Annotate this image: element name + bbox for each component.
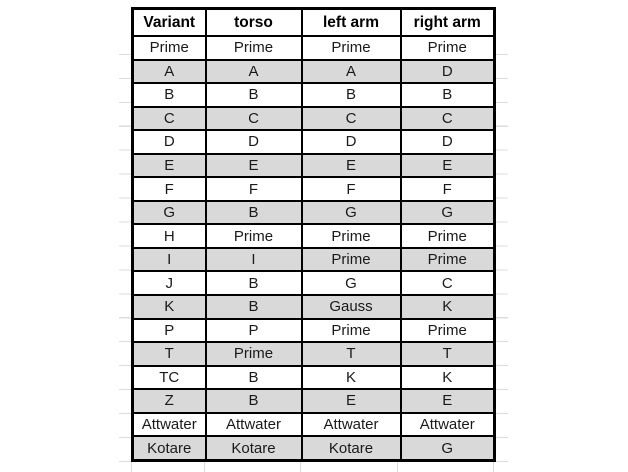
gridline-tick bbox=[493, 462, 494, 472]
table-cell: Prime bbox=[206, 224, 302, 248]
table-cell: Attwater bbox=[133, 413, 206, 437]
table-cell: TC bbox=[133, 366, 206, 390]
table-row bbox=[133, 201, 495, 225]
table-cell: Prime bbox=[401, 248, 495, 272]
table-cell: H bbox=[133, 224, 206, 248]
table-cell: G bbox=[401, 201, 495, 225]
table-cell: B bbox=[133, 83, 206, 107]
table-cell: Kotare bbox=[206, 436, 302, 460]
table-row bbox=[133, 130, 495, 154]
table-cell: A bbox=[206, 60, 302, 84]
table-cell: B bbox=[206, 366, 302, 390]
table-cell: T bbox=[401, 342, 495, 366]
table-cell: E bbox=[302, 389, 401, 413]
table-cell: E bbox=[401, 154, 495, 178]
table-cell: K bbox=[302, 366, 401, 390]
table-cell: D bbox=[401, 60, 495, 84]
table-cell: Z bbox=[133, 389, 206, 413]
table-cell: B bbox=[206, 389, 302, 413]
table-header bbox=[133, 9, 495, 37]
table-cell: B bbox=[206, 201, 302, 225]
gridline-strip-left bbox=[119, 31, 131, 463]
gridline-tick bbox=[397, 462, 398, 472]
table-cell: Prime bbox=[302, 248, 401, 272]
table-cell: A bbox=[302, 60, 401, 84]
table-row bbox=[133, 436, 495, 460]
table-cell: C bbox=[133, 107, 206, 131]
table-cell: E bbox=[302, 154, 401, 178]
table-cell: A bbox=[133, 60, 206, 84]
table-cell: Prime bbox=[401, 36, 495, 60]
table-row bbox=[133, 271, 495, 295]
table-cell: Prime bbox=[401, 224, 495, 248]
table-cell: P bbox=[133, 319, 206, 343]
table-cell: E bbox=[206, 154, 302, 178]
table-cell: Prime bbox=[302, 319, 401, 343]
gridline-strip-right bbox=[496, 31, 508, 463]
table-cell: F bbox=[401, 177, 495, 201]
table-cell: B bbox=[206, 83, 302, 107]
table-cell: Prime bbox=[206, 36, 302, 60]
table-cell: P bbox=[206, 319, 302, 343]
table-cell: G bbox=[302, 271, 401, 295]
table-row bbox=[133, 224, 495, 248]
table-row bbox=[133, 36, 495, 60]
column-header-left-arm: left arm bbox=[302, 9, 401, 37]
table-cell: D bbox=[401, 130, 495, 154]
table-cell: D bbox=[133, 130, 206, 154]
table-row bbox=[133, 248, 495, 272]
table-row bbox=[133, 319, 495, 343]
column-header-right-arm: right arm bbox=[401, 9, 495, 37]
table-cell: E bbox=[133, 154, 206, 178]
table-cell: F bbox=[206, 177, 302, 201]
table-row bbox=[133, 342, 495, 366]
table-cell: I bbox=[133, 248, 206, 272]
table-cell: I bbox=[206, 248, 302, 272]
table-cell: Prime bbox=[206, 342, 302, 366]
table-cell: Attwater bbox=[302, 413, 401, 437]
table-row bbox=[133, 389, 495, 413]
table-cell: Kotare bbox=[302, 436, 401, 460]
gridline-tick bbox=[300, 462, 301, 472]
table-row bbox=[133, 366, 495, 390]
gridline-tick bbox=[204, 462, 205, 472]
table-cell: Gauss bbox=[302, 295, 401, 319]
table-cell: Attwater bbox=[206, 413, 302, 437]
table-row bbox=[133, 154, 495, 178]
table-cell: G bbox=[133, 201, 206, 225]
table-cell: F bbox=[133, 177, 206, 201]
table-cell: B bbox=[302, 83, 401, 107]
table-row bbox=[133, 83, 495, 107]
table-cell: G bbox=[401, 436, 495, 460]
table-cell: B bbox=[206, 271, 302, 295]
table-row bbox=[133, 413, 495, 437]
column-header-torso: torso bbox=[206, 9, 302, 37]
table-cell: D bbox=[302, 130, 401, 154]
variant-table bbox=[131, 7, 496, 462]
table-cell: C bbox=[401, 271, 495, 295]
table-cell: B bbox=[206, 295, 302, 319]
table-row bbox=[133, 60, 495, 84]
gridline-tick bbox=[131, 462, 132, 472]
table-cell: K bbox=[401, 366, 495, 390]
table-header-row bbox=[133, 9, 495, 37]
table-cell: F bbox=[302, 177, 401, 201]
table-cell: Kotare bbox=[133, 436, 206, 460]
table-cell: G bbox=[302, 201, 401, 225]
column-header-variant: Variant bbox=[133, 9, 206, 37]
table-cell: Prime bbox=[133, 36, 206, 60]
table-cell: J bbox=[133, 271, 206, 295]
table-cell: Attwater bbox=[401, 413, 495, 437]
table-body bbox=[133, 36, 495, 461]
table-cell: C bbox=[206, 107, 302, 131]
table-cell: B bbox=[401, 83, 495, 107]
table-cell: C bbox=[302, 107, 401, 131]
table-cell: T bbox=[302, 342, 401, 366]
table-cell: Prime bbox=[401, 319, 495, 343]
table-cell: Prime bbox=[302, 224, 401, 248]
table-cell: E bbox=[401, 389, 495, 413]
table-cell: K bbox=[133, 295, 206, 319]
table-cell: Prime bbox=[302, 36, 401, 60]
table-cell: C bbox=[401, 107, 495, 131]
table-cell: D bbox=[206, 130, 302, 154]
table-row bbox=[133, 177, 495, 201]
table-row bbox=[133, 295, 495, 319]
table-cell: K bbox=[401, 295, 495, 319]
table-row bbox=[133, 107, 495, 131]
table-cell: T bbox=[133, 342, 206, 366]
